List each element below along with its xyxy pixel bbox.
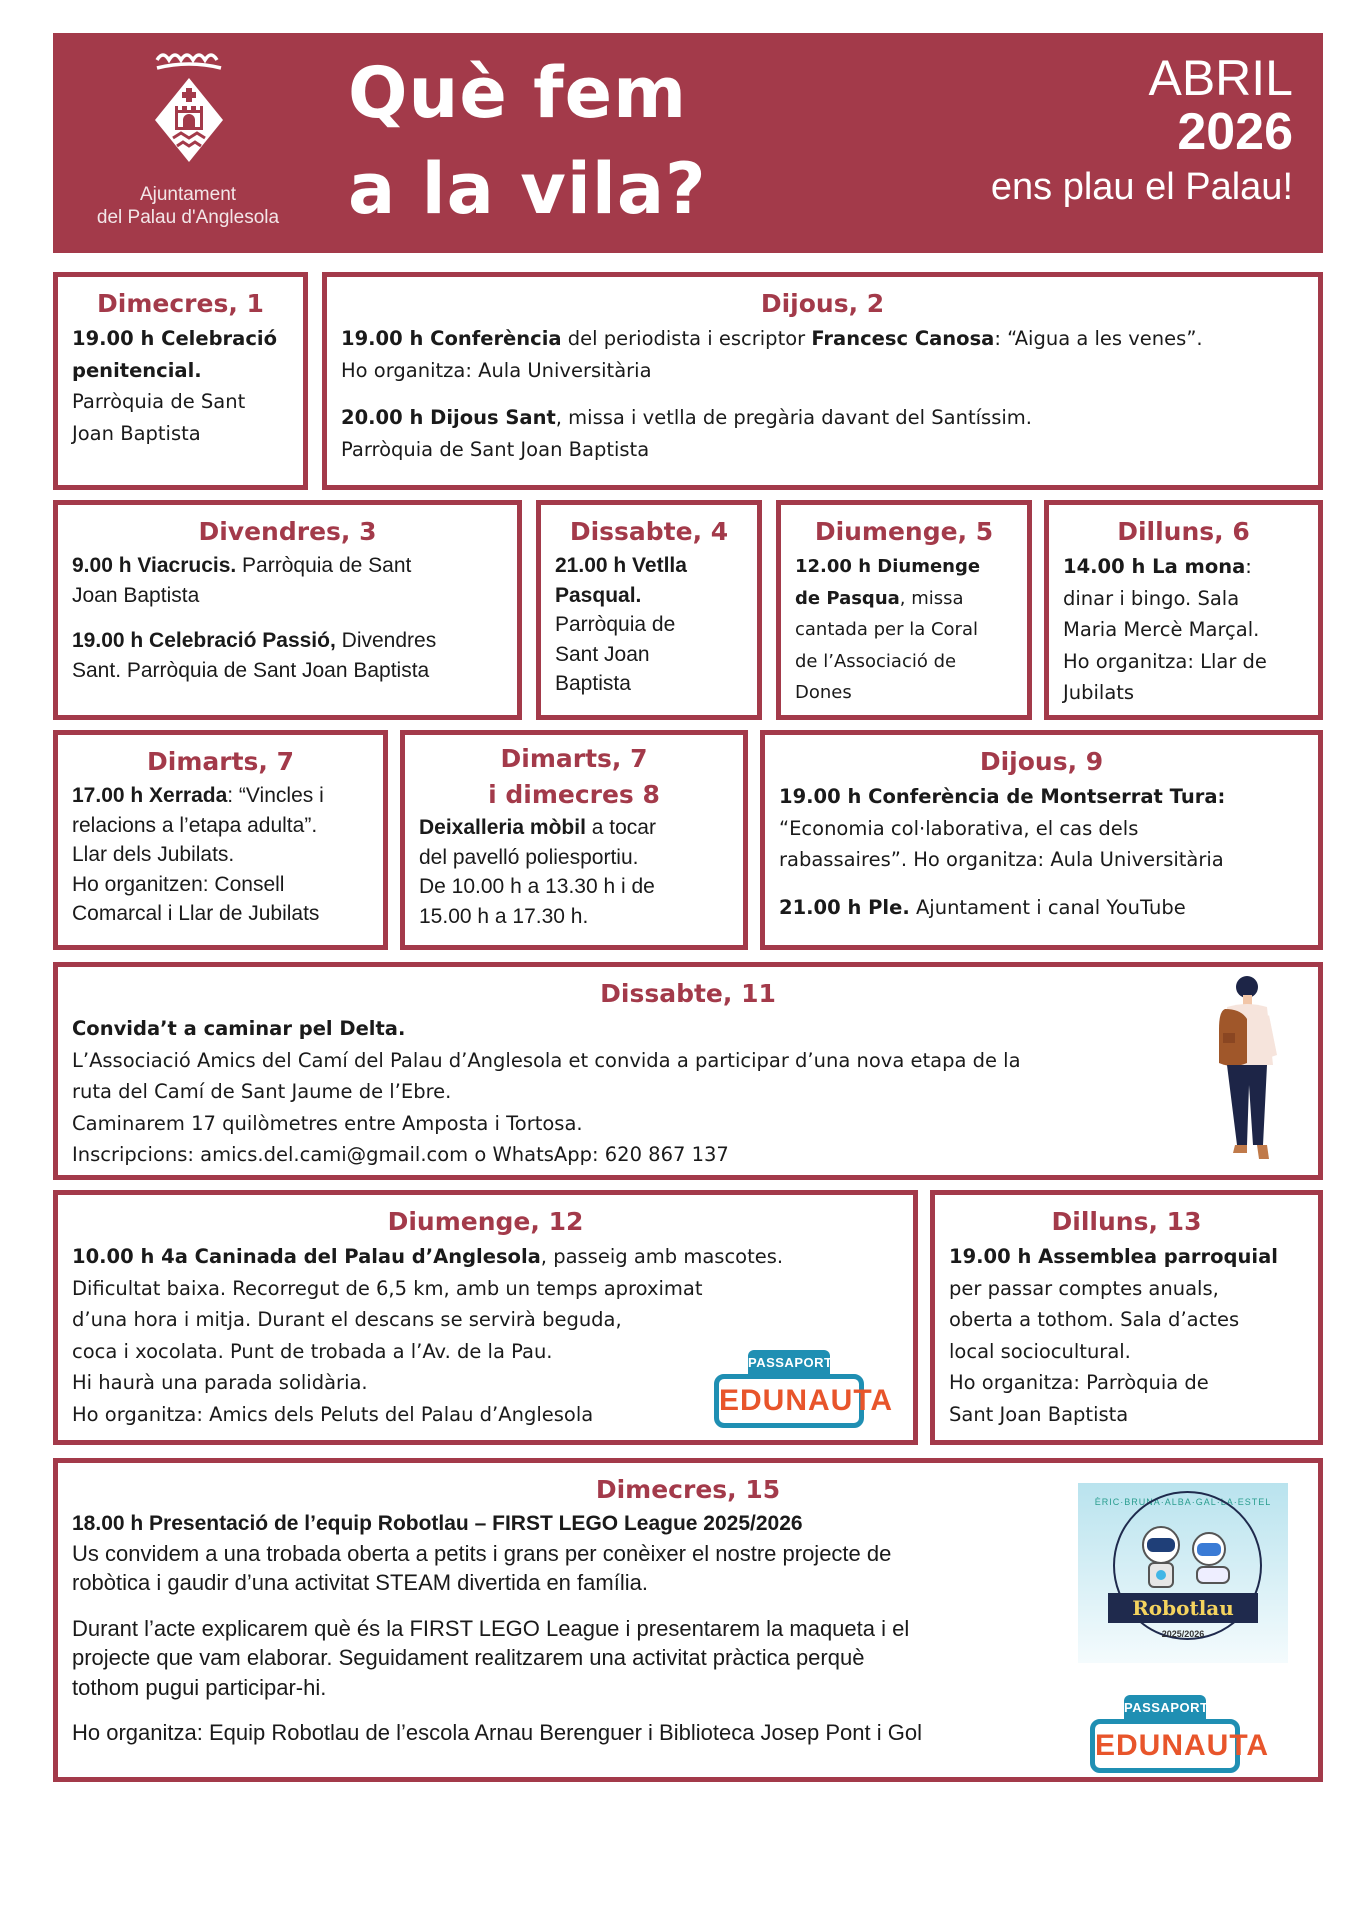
- event-organizer: Ho organitzen: Consell: [72, 872, 285, 896]
- event-card-dissabte-11: [53, 962, 1323, 1180]
- event-time-title: 19.00 h Celebració Passió,: [72, 629, 336, 652]
- org-line-1: Ajuntament: [139, 184, 237, 205]
- event-organizer: Ho organitza: Aula Universitària: [341, 358, 652, 382]
- title-line-1: Què fem: [348, 52, 688, 134]
- event-hours: De 10.00 h a 13.30 h i de: [419, 875, 655, 898]
- day-heading: Dijous, 9: [979, 747, 1104, 776]
- event-card-dimarts-7: [53, 730, 388, 950]
- event-title-cont: Pasqual.: [555, 583, 642, 607]
- event-text: “Economia col·laborativa, el cas dels: [779, 816, 1139, 840]
- event-text: projecte que vam elaborar. Seguidament realitzarem una activitat pràctica perquè: [72, 1645, 865, 1670]
- day-heading: Dijous, 2: [760, 289, 885, 318]
- event-text: Us convidem a una trobada oberta a petits i grans per conèixer el nostre projecte de: [72, 1540, 892, 1566]
- event-time-title: 21.00 h Ple.: [779, 895, 910, 919]
- event-place: oberta a tothom. Sala d’actes: [949, 1308, 1240, 1331]
- event-card-dimarts-7-dimecres-8: [400, 730, 748, 950]
- day-heading: Diumenge, 12: [387, 1207, 584, 1236]
- event-text: cantada per la Coral: [795, 619, 978, 640]
- event-organizer-cont: Comarcal i Llar de Jubilats: [72, 902, 320, 925]
- town-hall-name: [83, 183, 293, 229]
- event-text: Dificultat baixa. Recorregut de 6,5 km, amb un temps aproximat: [72, 1276, 703, 1300]
- event-text: a tocar: [585, 816, 656, 839]
- robotlau-team-logo: [1078, 1483, 1288, 1663]
- event-title-cont: penitencial.: [72, 358, 202, 382]
- event-title-cont: de Pasqua: [795, 587, 900, 609]
- event-card-dijous-2: [322, 272, 1323, 490]
- event-organizer: Ho organitza: Equip Robotlau de l’escola Arnau Berenguer i Biblioteca Josep Pont i Gol: [72, 1720, 922, 1745]
- event-card-divendres-3: [53, 500, 522, 720]
- event-card-dilluns-6: [1044, 500, 1323, 720]
- event-place-cont: Baptista: [555, 672, 631, 695]
- event-organizer: Ho organitza: Parròquia de: [949, 1371, 1209, 1394]
- coat-of-arms-icon: [151, 48, 227, 173]
- event-title: Convida’t a caminar pel Delta.: [72, 1017, 406, 1040]
- event-organizer: Ho organitza: Amics dels Peluts del Palau d’Anglesola: [72, 1402, 594, 1426]
- hiker-illustration-icon: [1205, 975, 1285, 1170]
- day-heading: Dilluns, 6: [1117, 517, 1250, 546]
- team-name: Robotlau: [1108, 1593, 1258, 1623]
- day-heading: Dissabte, 11: [600, 979, 776, 1008]
- event-text: robòtica i gaudir d’una activitat STEAM divertida en família.: [72, 1570, 648, 1595]
- event-text: Dones: [795, 682, 852, 703]
- event-organizer-cont: Jubilats: [1063, 681, 1135, 704]
- date-block: [991, 51, 1293, 215]
- event-contact: Inscripcions: amics.del.cami@gmail.com o WhatsApp: 620 867 137: [72, 1143, 729, 1166]
- event-hours-cont: 15.00 h a 17.30 h.: [419, 904, 589, 928]
- day-heading: Dissabte, 4: [569, 517, 729, 546]
- passaport-edunauta-badge: [714, 1350, 894, 1430]
- org-line-2: del Palau d'Anglesola: [96, 207, 280, 228]
- event-place: Parròquia de Sant: [72, 390, 246, 413]
- title-line-2: a la vila?: [348, 148, 707, 230]
- event-time-title: 17.00 h Xerrada: [72, 784, 228, 807]
- event-text: de l’Associació de: [795, 650, 957, 672]
- event-text: dinar i bingo. Sala: [1063, 586, 1240, 610]
- event-card-dimecres-1: [53, 272, 308, 490]
- event-card-dissabte-4: [536, 500, 762, 720]
- badge-main-label: EDUNAUTA: [1090, 1719, 1240, 1773]
- event-place: Parròquia de Sant: [236, 554, 412, 577]
- event-time-title: 20.00 h Dijous Sant: [341, 406, 556, 429]
- badge-top-label: PASSAPORT: [748, 1350, 830, 1376]
- event-text: L’Associació Amics del Camí del Palau d’Anglesola et convida a participar d’una nova etapa de la: [72, 1048, 1021, 1072]
- event-text: , passeig amb mascotes.: [540, 1245, 784, 1268]
- event-organizer: Ho organitza: Llar de: [1063, 649, 1267, 673]
- event-card-dijous-9: [760, 730, 1323, 950]
- event-text: Durant l’acte explicarem què és la FIRST LEGO League i presentarem la maqueta i el: [72, 1615, 910, 1641]
- event-place-cont: Joan Baptista: [72, 421, 201, 445]
- event-place: Sant. Parròquia de Sant Joan Baptista: [72, 658, 430, 682]
- event-place: Maria Mercè Marçal.: [1063, 618, 1260, 641]
- event-text: d’una hora i mitja. Durant el descans se servirà beguda,: [72, 1308, 622, 1331]
- event-text: Hi haurà una parada solidària.: [72, 1371, 368, 1394]
- day-heading: Divendres, 3: [198, 517, 377, 546]
- event-text: : “Aigua a les venes”.: [994, 327, 1203, 350]
- event-organizer: rabassaires”. Ho organitza: Aula Universitària: [779, 848, 1224, 871]
- event-title: 19.00 h Celebració: [72, 327, 277, 350]
- event-text: , missa i vetlla de pregària davant del Santíssim.: [555, 406, 1032, 429]
- event-text: Divendres: [335, 629, 437, 652]
- day-heading: Dimecres, 15: [595, 1475, 781, 1504]
- event-text: :: [1245, 555, 1252, 578]
- day-heading-cont: i dimecres 8: [488, 780, 660, 809]
- event-time-title: 10.00 h 4a Caninada del Palau d’Anglesola: [72, 1245, 541, 1268]
- event-place-cont: local sociocultural.: [949, 1339, 1131, 1363]
- event-card-dilluns-13: [930, 1190, 1323, 1445]
- event-place: del pavelló poliesportiu.: [419, 845, 639, 869]
- town-hall-logo: [83, 48, 293, 238]
- event-time-title: 18.00 h Presentació de l’equip Robotlau – FIRST LEGO League 2025/2026: [72, 1512, 803, 1535]
- event-title: 21.00 h Vetlla: [555, 554, 687, 577]
- event-title: Deixalleria mòbil: [419, 816, 586, 839]
- day-heading: Dimarts, 7: [500, 744, 648, 773]
- event-text: : “Vincles i: [227, 784, 324, 807]
- event-place-cont: Sant Joan: [555, 642, 650, 666]
- day-heading: Dimarts, 7: [147, 747, 294, 776]
- page-header: [53, 33, 1323, 253]
- event-organizer-cont: Sant Joan Baptista: [949, 1402, 1129, 1426]
- event-place: Ajuntament i canal YouTube: [909, 895, 1186, 919]
- month-label: ABRIL: [1148, 50, 1293, 106]
- event-text: Caminarem 17 quilòmetres entre Amposta i Tortosa.: [72, 1111, 583, 1135]
- event-time-title: 14.00 h La mona: [1063, 555, 1246, 578]
- day-heading: Dilluns, 13: [1051, 1207, 1202, 1236]
- event-time-title: 19.00 h Conferència: [341, 327, 562, 350]
- event-mass: [341, 402, 1304, 434]
- event-text: relacions a l’etapa adulta”.: [72, 813, 318, 837]
- event-time-title: 19.00 h Assemblea parroquial: [949, 1245, 1278, 1268]
- event-title: 12.00 h Diumenge: [795, 556, 981, 577]
- team-members: ÈRIC·BRUNA·ALBA·GAL·LA·ESTEL: [1094, 1497, 1272, 1507]
- speaker-name: Francesc Canosa: [811, 327, 995, 350]
- day-heading: Diumenge, 5: [814, 517, 994, 546]
- badge-main-label: EDUNAUTA: [714, 1374, 864, 1428]
- event-text: del periodista i escriptor: [561, 327, 812, 350]
- event-text: tothom pugui participar-hi.: [72, 1674, 327, 1700]
- day-heading: Dimecres, 1: [97, 289, 264, 318]
- year-label: 2026: [1177, 103, 1293, 161]
- event-place-cont: Joan Baptista: [72, 583, 200, 607]
- event-text: per passar comptes anuals,: [949, 1276, 1219, 1300]
- team-season: 2025/2026: [1161, 1629, 1205, 1639]
- slogan: ens plau el Palau!: [990, 166, 1293, 208]
- passaport-edunauta-badge-2: [1090, 1695, 1270, 1775]
- event-place: Parròquia de Sant Joan Baptista: [341, 437, 650, 461]
- badge-top-label: PASSAPORT: [1124, 1695, 1206, 1721]
- event-time-title: 19.00 h Conferència de Montserrat Tura:: [779, 785, 1226, 808]
- event-time-title: 9.00 h Viacrucis.: [72, 554, 237, 577]
- page-title: [348, 45, 707, 237]
- robots-icon: [1133, 1523, 1238, 1598]
- event-text: ruta del Camí de Sant Jaume de l’Ebre.: [72, 1080, 452, 1103]
- event-conference: [341, 323, 1304, 355]
- event-text: , missa: [899, 587, 964, 609]
- event-meeting-point: coca i xocolata. Punt de trobada a l’Av. de la Pau.: [72, 1339, 553, 1363]
- event-place: Parròquia de: [555, 613, 676, 636]
- event-card-diumenge-5: [776, 500, 1032, 720]
- event-place: Llar dels Jubilats.: [72, 843, 235, 866]
